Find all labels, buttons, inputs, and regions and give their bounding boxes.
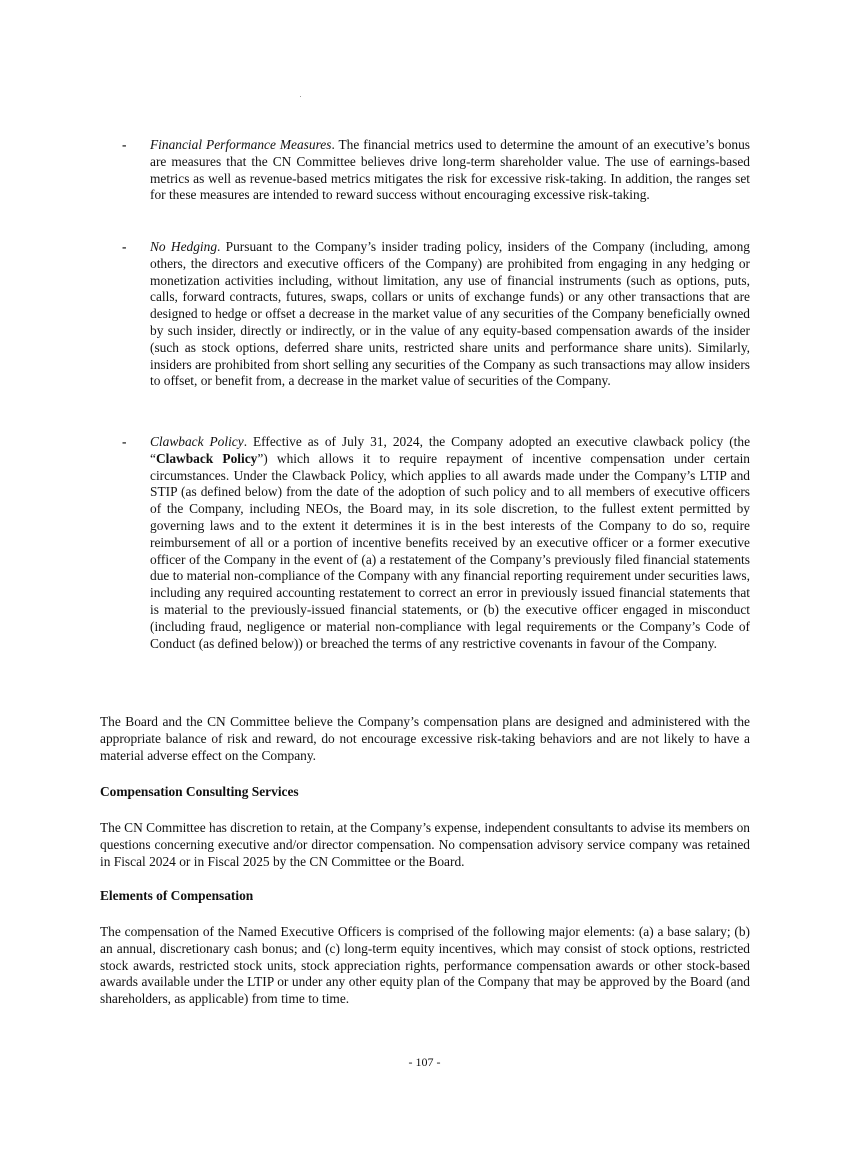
bullet-dash: - [122, 239, 127, 254]
bullet-text [150, 239, 750, 390]
page-number: - 107 - [408, 1055, 441, 1069]
bullet-title: Clawback Policy [150, 434, 244, 449]
bullet-defined-term: Clawback Policy [155, 450, 258, 466]
bullet-title: No Hedging [150, 239, 218, 254]
bullet-dash: - [122, 434, 127, 449]
elements-heading: Elements of Compensation [100, 888, 254, 903]
consulting-heading: Compensation Consulting Services [100, 784, 299, 799]
bullet-body-b: ”) which allows it to require repayment of incentive compensation under certain circumstances. Under the Clawback Policy, which applies to all awards made under the Company’s LTIP and STIP (as defined below) from the date of the adoption of such policy and to all members of executive officers of the Company, including NEOs, the Board may, in its sole discretion, to the fullest extent permitted by governing laws and to the extent it determines it is in the best interests of the Company to do so, require reimbursement of all or a portion of incentive benefits received by an executive officer or a former executive officer of the Company in the event of (a) a restatement of the Company’s previously filed financial statements due to material non-compliance of the Company with any financial reporting requirement under securities laws, including any required accounting restatement to correct an error in previously issued financial statements that is material to the previously-issued financial statements, or (b) the executive officer engaged in misconduct (including fraud, negligence or material non-compliance with legal requirements or the Company’s Code of Conduct (as defined below)) or breached the terms of any restrictive covenants in favour of the Company. [150, 450, 750, 651]
elements-paragraph: The compensation of the Named Executive Officers is comprised of the following major elements: (a) a base salary; (b) an annual, discretionary cash bonus; and (c) long-term equity incentives, which may consist of stock options, restricted stock awards, restricted stock units, stock appreciation rights, performance compensation awards or other stock-based awards available under the LTIP or under any other equity plan of the Company that may be approved by the Board (and shareholders, as applicable) from time to time. [100, 924, 750, 1007]
speck-mark [300, 96, 301, 97]
bullet-body-a: . Effective as of July 31, 2024, the Company adopted an executive clawback policy (the “ [150, 434, 751, 466]
risk-paragraph: The Board and the CN Committee believe the Company’s compensation plans are designed and administered with the appropriate balance of risk and reward, do not encourage excessive risk-taking behaviors and are not likely to have a material adverse effect on the Company. [100, 714, 750, 763]
bullet-body: . Pursuant to the Company’s insider trading policy, insiders of the Company (including, among others, the directors and executive officers of the Company) are prohibited from engaging in any hedging or monetization activities including, without limitation, any use of financial instruments (such as options, puts, calls, forward contracts, futures, swaps, collars or units of exchange funds) or any other transactions that are designed to hedge or offset a decrease in the market value of any securities of the Company beneficially owned by such insider, directly or indirectly, or in the value of any equity-based compensation awards of the insider (such as stock options, deferred share units, restricted share units and performance share units). Similarly, insiders are prohibited from short selling any securities of the Company as such transactions may allow insiders to offset, or benefit from, a decrease in the market value of securities of the Company. [150, 239, 750, 389]
bullet-body: . The financial metrics used to determine the amount of an executive’s bonus are measures that the CN Committee believes drive long-term shareholder value. The use of earnings-based metrics as well as revenue-based metrics mitigates the risk for excessive risk-taking. In addition, the ranges set for these measures are intended to reward success without encouraging excessive risk-taking. [150, 137, 750, 203]
bullet-text [150, 137, 750, 204]
bullet-title: Financial Performance Measures [150, 137, 332, 152]
bullet-text [150, 434, 750, 652]
bullet-dash: - [122, 137, 127, 152]
consulting-paragraph: The CN Committee has discretion to retain, at the Company’s expense, independent consultants to advise its members on questions concerning executive and/or director compensation. No compensation advisory service company was retained in Fiscal 2024 or in Fiscal 2025 by the CN Committee or the Board. [100, 820, 750, 869]
